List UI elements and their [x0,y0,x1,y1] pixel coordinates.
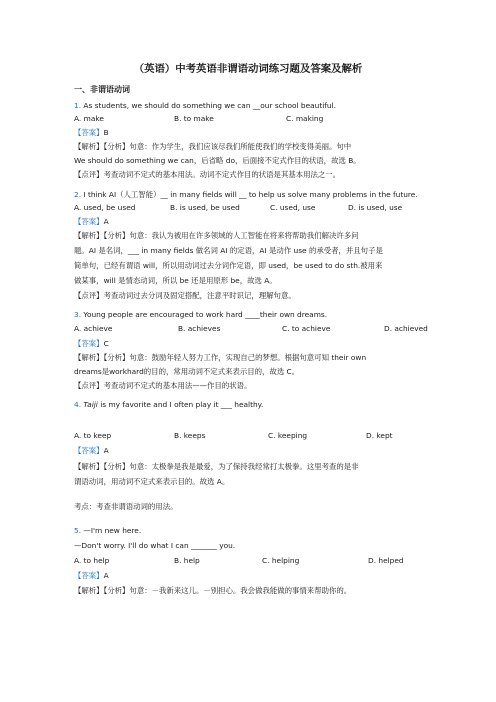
document-title: （英语）中考英语非谓语动词练习题及答案及解析 [133,63,363,75]
answer-tag: 【答案】 [74,128,104,137]
question-number: 2. [74,190,82,199]
option-b: B. keeps [174,431,206,440]
answer-value: C [103,339,109,348]
question-number: 3. [74,310,82,319]
note-line: 【点评】考查动词不定式的基本用法。动词不定式作目的状语是其基本用法之一。 [74,170,341,179]
option-a: A. to keep [74,431,112,440]
analysis-line: 【解析】【分析】句意：鼓励年轻人努力工作，实现自己的梦想。根据句意可知 their own [74,353,367,362]
question-number: 4. [74,400,82,409]
option-a: A. used, be used [74,203,136,212]
question-text: As students, we should do something we can __our school beautiful. [83,101,336,110]
question-text: I think AI（人工智能）__ in many fields will __ to help us solve many problems in the future. [83,190,418,199]
option-d: D. helped [368,556,404,565]
answer-value: B [103,128,109,137]
question-text-italic: Taiji [83,400,98,409]
analysis-line: We should do something we can，后省略 do，后面接不定式作目的状语，故选 B。 [74,156,361,165]
option-d: D. is used, use [348,203,403,212]
note-line: 【点评】考查动词不定式的基本用法——作目的状语。 [74,381,252,390]
question-text: Young people are encouraged to work hard ____their own dreams. [83,310,328,319]
note-line: 【点评】考查动词过去分词及固定搭配，注意平时识记，理解句意。 [74,291,296,300]
option-d: D. achieved [384,324,428,333]
option-b: B. help [174,556,200,565]
option-b: B. to make [174,114,214,123]
note-line: 考点：考查非谓语动词的用法。 [74,502,178,511]
question-5-stem-line-2: —Don't worry. I'll do what I can _______ you. [74,541,236,550]
analysis-line: 题。AI 是名词，___ in many fields 做名词 AI 的定语，AI 是动作 use 的承受者，并且句子是 [74,246,383,255]
analysis-line: 【解析】【分析】句意：－我新来这儿。－别担心。我会做我能做的事情来帮助你的。 [74,586,352,595]
answer-tag: 【答案】 [74,446,104,455]
question-5-stem [74,526,141,535]
question-number: 1. [74,101,82,110]
answer-value: A [103,571,109,580]
question-text: is my favorite and I often play it ___ healthy. [97,400,264,409]
analysis-line: 【解析】【分析】句意：太极拳是我是最爱，为了保持我经常打太极拳。这里考查的是非 [74,462,359,471]
option-a: A. achieve [74,324,113,333]
question-4-stem [74,400,263,409]
option-c: C. used, use [270,203,316,212]
analysis-line: dreams是workhard的目的，常用动词不定式来表示目的，故选 C。 [74,367,300,376]
analysis-line: 谓语动词，用动词不定式来表示目的。故选 A。 [74,477,230,486]
answer-line [74,339,109,348]
answer-tag: 【答案】 [74,217,104,226]
answer-value: A [103,446,109,455]
analysis-line: 【解析】【分析】句意：我认为被用在许多领域的人工智能在将来将帮助我们解决许多问 [74,231,359,240]
option-a: A. to help [74,556,110,565]
answer-value: A [103,217,109,226]
question-1-stem [74,101,336,110]
answer-line [74,128,109,137]
option-d: D. kept [366,431,393,440]
option-b: B. achieves [178,324,221,333]
answer-line [74,446,109,455]
answer-line [74,571,109,580]
question-number: 5. [74,526,82,535]
option-b: B. is used, be used [170,203,240,212]
answer-line [74,217,109,226]
answer-tag: 【答案】 [74,571,104,580]
option-c: C. to achieve [282,324,331,333]
analysis-line: 简单句，已经有谓语 will，所以用动词过去分词作定语，即 used，be used to do sth.被用来 [74,261,383,270]
analysis-line: 做某事，will 是情态动词，所以 be 还是用原形 be，故选 A。 [74,276,277,285]
answer-tag: 【答案】 [74,339,104,348]
analysis-line: 【解析】【分析】句意：作为学生，我们应该尽我们所能使我们的学校变得美丽。句中 [74,142,352,151]
question-2-stem [74,190,418,199]
option-c: C. keeping [268,431,308,440]
section-heading: 一、非谓语动词 [74,85,130,94]
option-a: A. make [74,114,104,123]
option-c: C. making [286,114,324,123]
question-text: —I'm new here. [83,526,142,535]
option-c: C. helping [262,556,300,565]
question-3-stem [74,310,327,319]
